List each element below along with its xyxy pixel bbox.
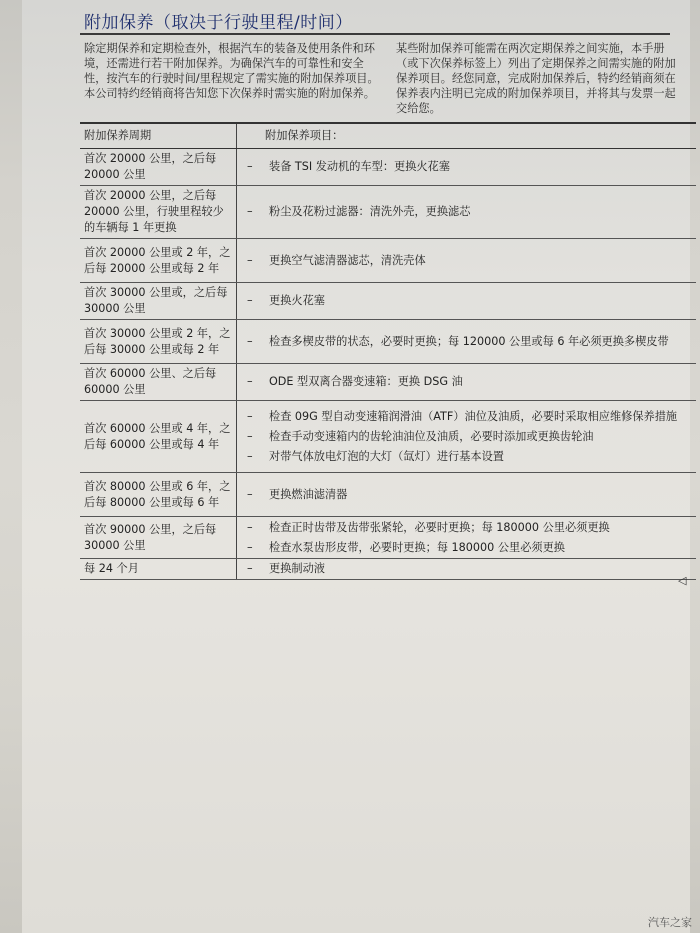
- maintenance-item: [247, 159, 690, 175]
- maintenance-item: [247, 540, 690, 556]
- maintenance-item-text: 更换空气滤清器滤芯，清洗壳体: [269, 253, 426, 267]
- maintenance-item-text: 检查多楔皮带的状态，必要时更换；每 120000 公里或每 6 年必须更换多楔皮带: [269, 334, 669, 348]
- maintenance-item-list: [247, 334, 690, 350]
- dash-bullet: –: [247, 540, 253, 554]
- dash-bullet: –: [247, 449, 253, 463]
- maintenance-period: 首次 20000 公里，之后每 20000 公里: [80, 149, 237, 186]
- table-row: [80, 320, 696, 364]
- maintenance-period: 首次 30000 公里或 2 年，之后每 30000 公里或每 2 年: [80, 320, 237, 364]
- continue-arrow-icon: ◁: [678, 574, 687, 587]
- maintenance-item-list: [247, 159, 690, 175]
- table-row: [80, 283, 696, 320]
- table-header-row: [80, 123, 696, 149]
- maintenance-item-list: [247, 253, 690, 269]
- table-row: [80, 149, 696, 186]
- manual-page: [22, 0, 690, 933]
- maintenance-item: [247, 429, 690, 445]
- maintenance-item-text: 粉尘及花粉过滤器：清洗外壳，更换滤芯: [269, 205, 471, 218]
- maintenance-item: [247, 520, 690, 536]
- table-row: [80, 239, 696, 283]
- maintenance-item-list: [247, 204, 690, 220]
- maintenance-item-list: [247, 374, 690, 390]
- maintenance-table: [80, 122, 696, 580]
- title-divider: [80, 33, 670, 35]
- maintenance-item-list: [247, 520, 690, 556]
- header-period: 附加保养周期: [80, 123, 237, 149]
- table-row: [80, 473, 696, 517]
- maintenance-item-text: 更换制动液: [269, 562, 325, 575]
- maintenance-period: 首次 20000 公里，之后每 20000 公里，行驶里程较少的车辆每 1 年更换: [80, 186, 237, 239]
- dash-bullet: –: [247, 375, 253, 388]
- maintenance-period: 首次 30000 公里或，之后每 30000 公里: [80, 283, 237, 320]
- maintenance-item-list: [247, 293, 690, 309]
- maintenance-items-cell: [237, 401, 697, 473]
- maintenance-items-cell: [237, 364, 697, 401]
- maintenance-item-text: 更换火花塞: [269, 294, 325, 307]
- maintenance-item-text: 更换燃油滤清器: [269, 487, 348, 501]
- maintenance-item-text: 对带气体放电灯泡的大灯（氙灯）进行基本设置: [269, 449, 504, 463]
- maintenance-items-cell: [237, 283, 697, 320]
- table-row: [80, 186, 696, 239]
- maintenance-items-cell: [237, 517, 697, 559]
- maintenance-item: [247, 253, 690, 269]
- maintenance-item-text: 检查 09G 型自动变速箱润滑油（ATF）油位及油质，必要时采取相应维修保养措施: [269, 409, 678, 423]
- maintenance-item: [247, 334, 690, 350]
- maintenance-period: 首次 60000 公里或 4 年，之后每 60000 公里或每 4 年: [80, 401, 237, 473]
- maintenance-item: [247, 204, 690, 220]
- dash-bullet: –: [247, 334, 253, 348]
- maintenance-period: 首次 20000 公里或 2 年，之后每 20000 公里或每 2 年: [80, 239, 237, 283]
- dash-bullet: –: [247, 205, 253, 218]
- maintenance-item-text: ODE 型双离合器变速箱：更换 DSG 油: [269, 375, 463, 388]
- maintenance-period: 每 24 个月: [80, 559, 237, 580]
- maintenance-item: [247, 374, 690, 390]
- maintenance-period: 首次 90000 公里，之后每 30000 公里: [80, 517, 237, 559]
- maintenance-item-text: 检查水泵齿形皮带，必要时更换；每 180000 公里必须更换: [269, 540, 565, 554]
- maintenance-items-cell: [237, 239, 697, 283]
- maintenance-item-list: [247, 561, 690, 577]
- dash-bullet: –: [247, 160, 253, 173]
- watermark-text: 汽车之家: [648, 916, 692, 929]
- maintenance-item-list: [247, 487, 690, 503]
- dash-bullet: –: [247, 409, 253, 423]
- maintenance-items-cell: [237, 149, 697, 186]
- maintenance-item: [247, 409, 690, 425]
- page-title: 附加保养（取决于行驶里程/时间）: [84, 13, 353, 33]
- table-row: [80, 364, 696, 401]
- maintenance-item-text: 检查正时齿带及齿带张紧轮，必要时更换；每 180000 公里必须更换: [269, 520, 610, 534]
- maintenance-item: [247, 561, 690, 577]
- dash-bullet: –: [247, 562, 253, 575]
- maintenance-item: [247, 487, 690, 503]
- maintenance-period: 首次 80000 公里或 6 年，之后每 80000 公里或每 6 年: [80, 473, 237, 517]
- dash-bullet: –: [247, 487, 253, 501]
- table-row: [80, 559, 696, 580]
- maintenance-item: [247, 293, 690, 309]
- maintenance-items-cell: [237, 186, 697, 239]
- dash-bullet: –: [247, 429, 253, 443]
- maintenance-item: [247, 449, 690, 465]
- dash-bullet: –: [247, 294, 253, 307]
- maintenance-items-cell: [237, 559, 697, 580]
- dash-bullet: –: [247, 520, 253, 534]
- intro-paragraph-right: 某些附加保养可能需在两次定期保养之间实施，本手册（或下次保养标签上）列出了定期保养之间需实施的附加保养项目。经您同意，完成附加保养后，特约经销商须在保养表内注明已完成的附加保养项目，并将其与发票一起交给您。: [396, 42, 676, 115]
- maintenance-period: 首次 60000 公里、之后每 60000 公里: [80, 364, 237, 401]
- maintenance-items-cell: [237, 320, 697, 364]
- table-row: [80, 401, 696, 473]
- intro-paragraph-left: 除定期保养和定期检查外，根据汽车的装备及使用条件和环境，还需进行若干附加保养。为确保汽车的可靠性和安全性，按汽车的行驶时间/里程规定了需实施的附加保养项目。本公司特约经销商将告知您下次保养时需实施的附加保养。: [84, 42, 379, 100]
- dash-bullet: –: [247, 253, 253, 267]
- maintenance-item-text: 装备 TSI 发动机的车型：更换火花塞: [269, 160, 450, 173]
- header-items: 附加保养项目：: [237, 123, 697, 149]
- maintenance-item-text: 检查手动变速箱内的齿轮油油位及油质，必要时添加或更换齿轮油: [269, 429, 594, 443]
- table-row: [80, 517, 696, 559]
- maintenance-item-list: [247, 409, 690, 465]
- maintenance-items-cell: [237, 473, 697, 517]
